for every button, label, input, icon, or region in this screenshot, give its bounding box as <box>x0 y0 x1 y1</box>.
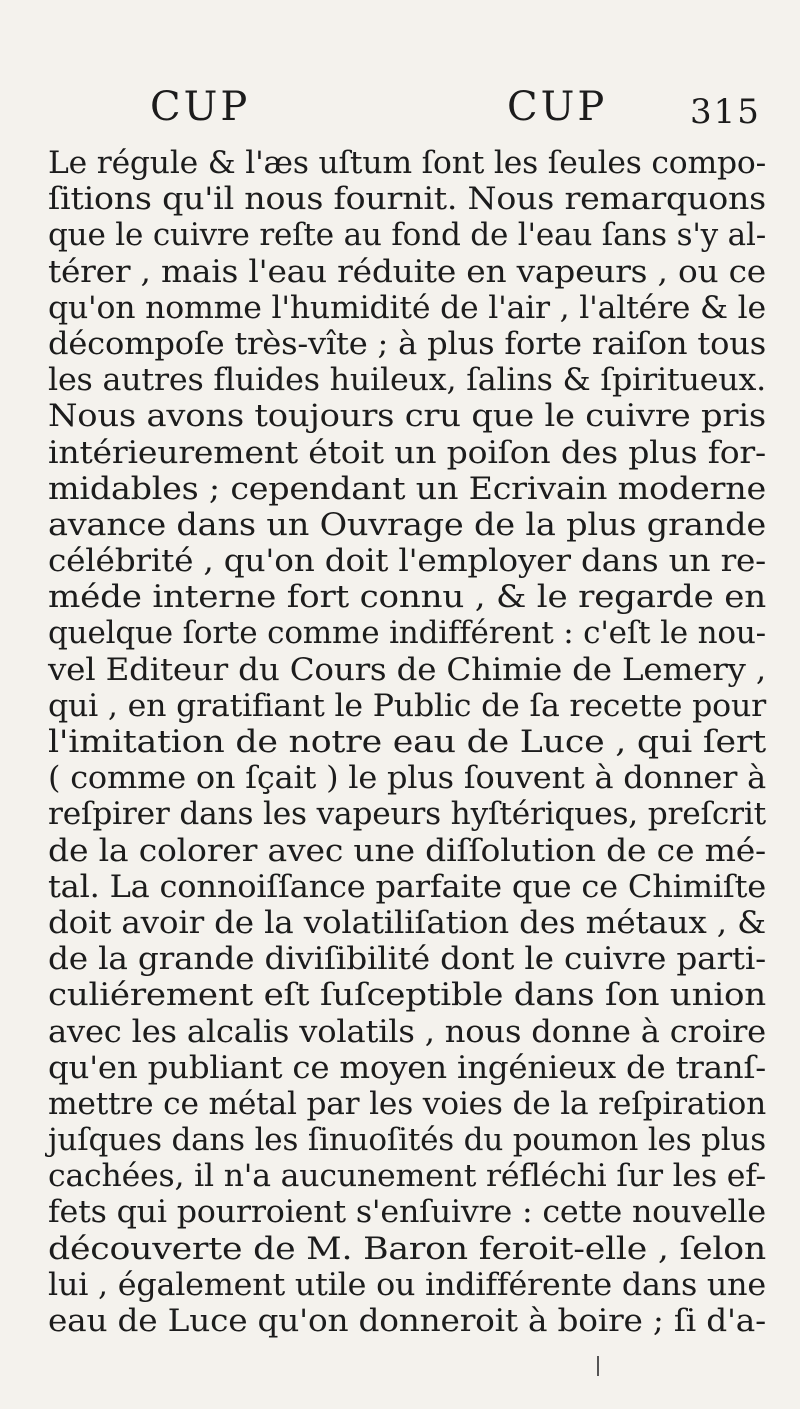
text-line: lui , également utile ou indifférente dans une <box>48 1266 766 1303</box>
text-line: ( comme on ſçait ) le plus ſouvent à donner à <box>48 760 766 797</box>
header-left-word: CUP <box>150 84 251 130</box>
header-right-word: CUP <box>507 84 608 130</box>
text-line: Le régule & l'æs uſtum ſont les ſeules compo- <box>48 145 767 181</box>
text-line: fets qui pourroient s'enſuivre : cette nouvelle <box>48 1194 766 1231</box>
text-line: avec les alcalis volatils , nous donne à croire <box>48 1013 767 1050</box>
text-line: Nous avons toujours cru que le cuivre pris <box>48 398 766 435</box>
text-line: l'imitation de notre eau de Luce , qui ſert <box>48 724 766 760</box>
text-line: qu'en publiant ce moyen ingénieux de tranſ- <box>48 1049 767 1086</box>
text-line: qu'on nomme l'humidité de l'air , l'altére & le <box>48 289 766 326</box>
text-line: décompoſe très-vîte ; à plus forte raiſon tous <box>48 325 767 362</box>
text-line: découverte de M. Baron feroit-elle , ſelon <box>48 1230 767 1267</box>
stray-ink-mark <box>597 1356 599 1376</box>
text-line: intérieurement étoit un poiſon des plus for- <box>48 434 766 471</box>
text-line: juſques dans les ſinuoſités du poumon les plus <box>48 1122 766 1159</box>
text-line: vel Editeur du Cours de Chimie de Lemery , <box>48 651 767 688</box>
text-line: de la colorer avec une diſſolution de ce mé- <box>48 832 767 869</box>
text-line: tal. La connoiſſance parfaite que ce Chimiſte <box>48 868 767 905</box>
text-line: méde interne fort connu , & le regarde en <box>48 579 766 616</box>
text-line: midables ; cependant un Ecrivain moderne <box>48 470 766 507</box>
page-number: 315 <box>690 92 761 132</box>
body-text <box>48 145 768 1339</box>
text-line: térer , mais l'eau réduite en vapeurs , ou ce <box>48 253 767 290</box>
text-line: les autres fluides huileux, ſalins & ſpiritueux. <box>48 362 767 399</box>
text-line: avance dans un Ouvrage de la plus grande <box>48 506 767 543</box>
text-line: mettre ce métal par les voies de la reſpiration <box>48 1085 767 1122</box>
text-line: célébrité , qu'on doit l'employer dans un re- <box>48 543 767 580</box>
text-line: quelque ſorte comme indifférent : c'eſt le nou- <box>48 615 766 652</box>
text-line: de la grande diviſibilité dont le cuivre parti- <box>48 941 767 978</box>
text-line: doit avoir de la volatiliſation des métaux , & <box>48 904 766 941</box>
text-line: que le cuivre reſte au fond de l'eau ſans s'y al- <box>48 217 766 254</box>
text-line: qui , en gratifiant le Public de ſa recette pour <box>48 687 767 724</box>
text-line: culiérement eſt ſuſceptible dans ſon union <box>48 977 767 1014</box>
text-line: eau de Luce qu'on donneroit à boire ; ſi d'a- <box>48 1303 766 1339</box>
text-line: ſitions qu'il nous fournit. Nous remarquons <box>48 181 766 218</box>
text-line: reſpirer dans les vapeurs hyſtériques, preſcrit <box>48 796 767 833</box>
text-line: cachées, il n'a aucunement réfléchi ſur les ef- <box>48 1158 767 1195</box>
running-header <box>0 84 800 144</box>
